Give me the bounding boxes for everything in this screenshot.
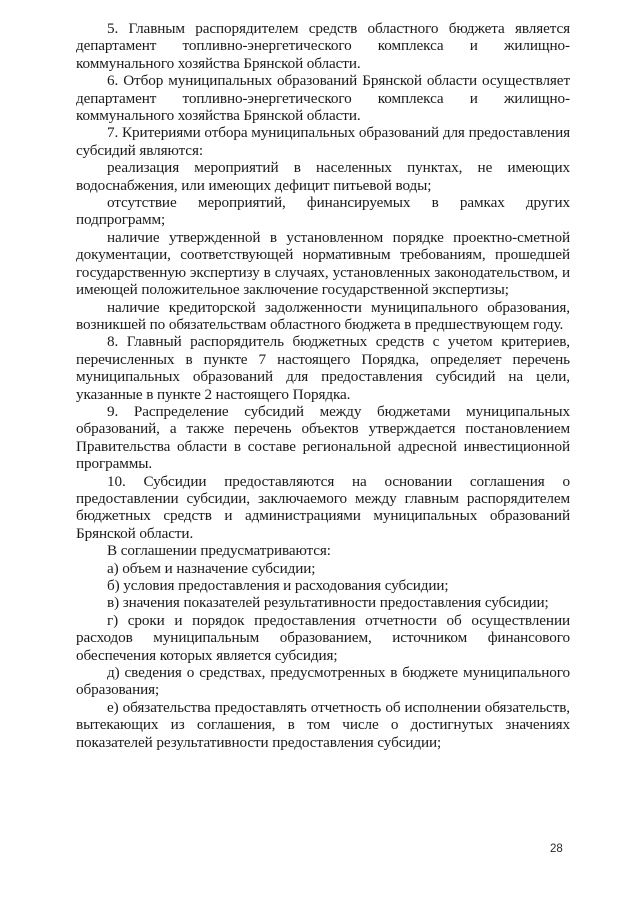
paragraph-7: 7. Критериями отбора муниципальных образований для предоставления субсидий являются: [76, 124, 570, 159]
agreement-item-a: а) объем и назначение субсидии; [107, 559, 316, 577]
paragraph-5: 5. Главным распорядителем средств областного бюджета является департамент топливно-энергетического комплекса и жилищно-коммунального хозяйства Брянской области. [76, 20, 570, 72]
agreement-item-d: д) сведения о средствах, предусмотренных в бюджете муниципального образования; [76, 664, 570, 699]
paragraph-9: 9. Распределение субсидий между бюджетами муниципальных образований, а также перечень объектов утверждается постановлением Правительства области в составе региональной адресной инвестиционной программы. [76, 402, 570, 473]
paragraph-8: 8. Главный распорядитель бюджетных средств с учетом критериев, перечисленных в пункте 7 настоящего Порядка, определяет перечень муниципальных образований для предоставления субсидий на цели, указанные в пункте 2 настоящего Порядка. [76, 333, 570, 403]
page-number: 28 [550, 843, 563, 855]
agreement-item-v: в) значения показателей результативности предоставления субсидии; [107, 594, 549, 612]
criterion-creditor-debt: наличие кредиторской задолженности муниципального образования, возникшей по обязательствам областного бюджета в предшествующем году. [76, 298, 570, 333]
paragraph-10: 10. Субсидии предоставляются на основании соглашения о предоставлении субсидии, заключаемого между главным распорядителем бюджетных средств и администрациями муниципальных образований Брянской области. [76, 472, 570, 542]
criterion-water-supply: реализация мероприятий в населенных пунктах, не имеющих водоснабжения, или имеющих дефицит питьевой воды; [76, 159, 570, 194]
agreement-item-g: г) сроки и порядок предоставления отчетности об осуществлении расходов муниципальным образованием, источником финансового обеспечения которых является субсидия; [76, 611, 570, 664]
paragraph-6: 6. Отбор муниципальных образований Брянской области осуществляет департамент топливно-энергетического комплекса и жилищно-коммунального хозяйства Брянской области. [76, 72, 570, 125]
agreement-intro: В соглашении предусматриваются: [107, 542, 331, 560]
document-body [76, 20, 570, 751]
agreement-item-e: е) обязательства предоставлять отчетность об исполнении обязательств, вытекающих из соглашения, в том числе о достигнутых значениях показателей результативности предоставления субсидии; [76, 698, 570, 751]
criterion-no-other-subprograms: отсутствие мероприятий, финансируемых в рамках других подпрограмм; [76, 194, 570, 229]
criterion-design-documentation: наличие утвержденной в установленном порядке проектно-сметной документации, соответствующей нормативным требованиям, прошедшей государственную экспертизу в случаях, установленных законодательством, и имеющей положительное заключение государственной экспертизы; [76, 228, 570, 299]
agreement-item-b: б) условия предоставления и расходования субсидии; [107, 577, 449, 594]
